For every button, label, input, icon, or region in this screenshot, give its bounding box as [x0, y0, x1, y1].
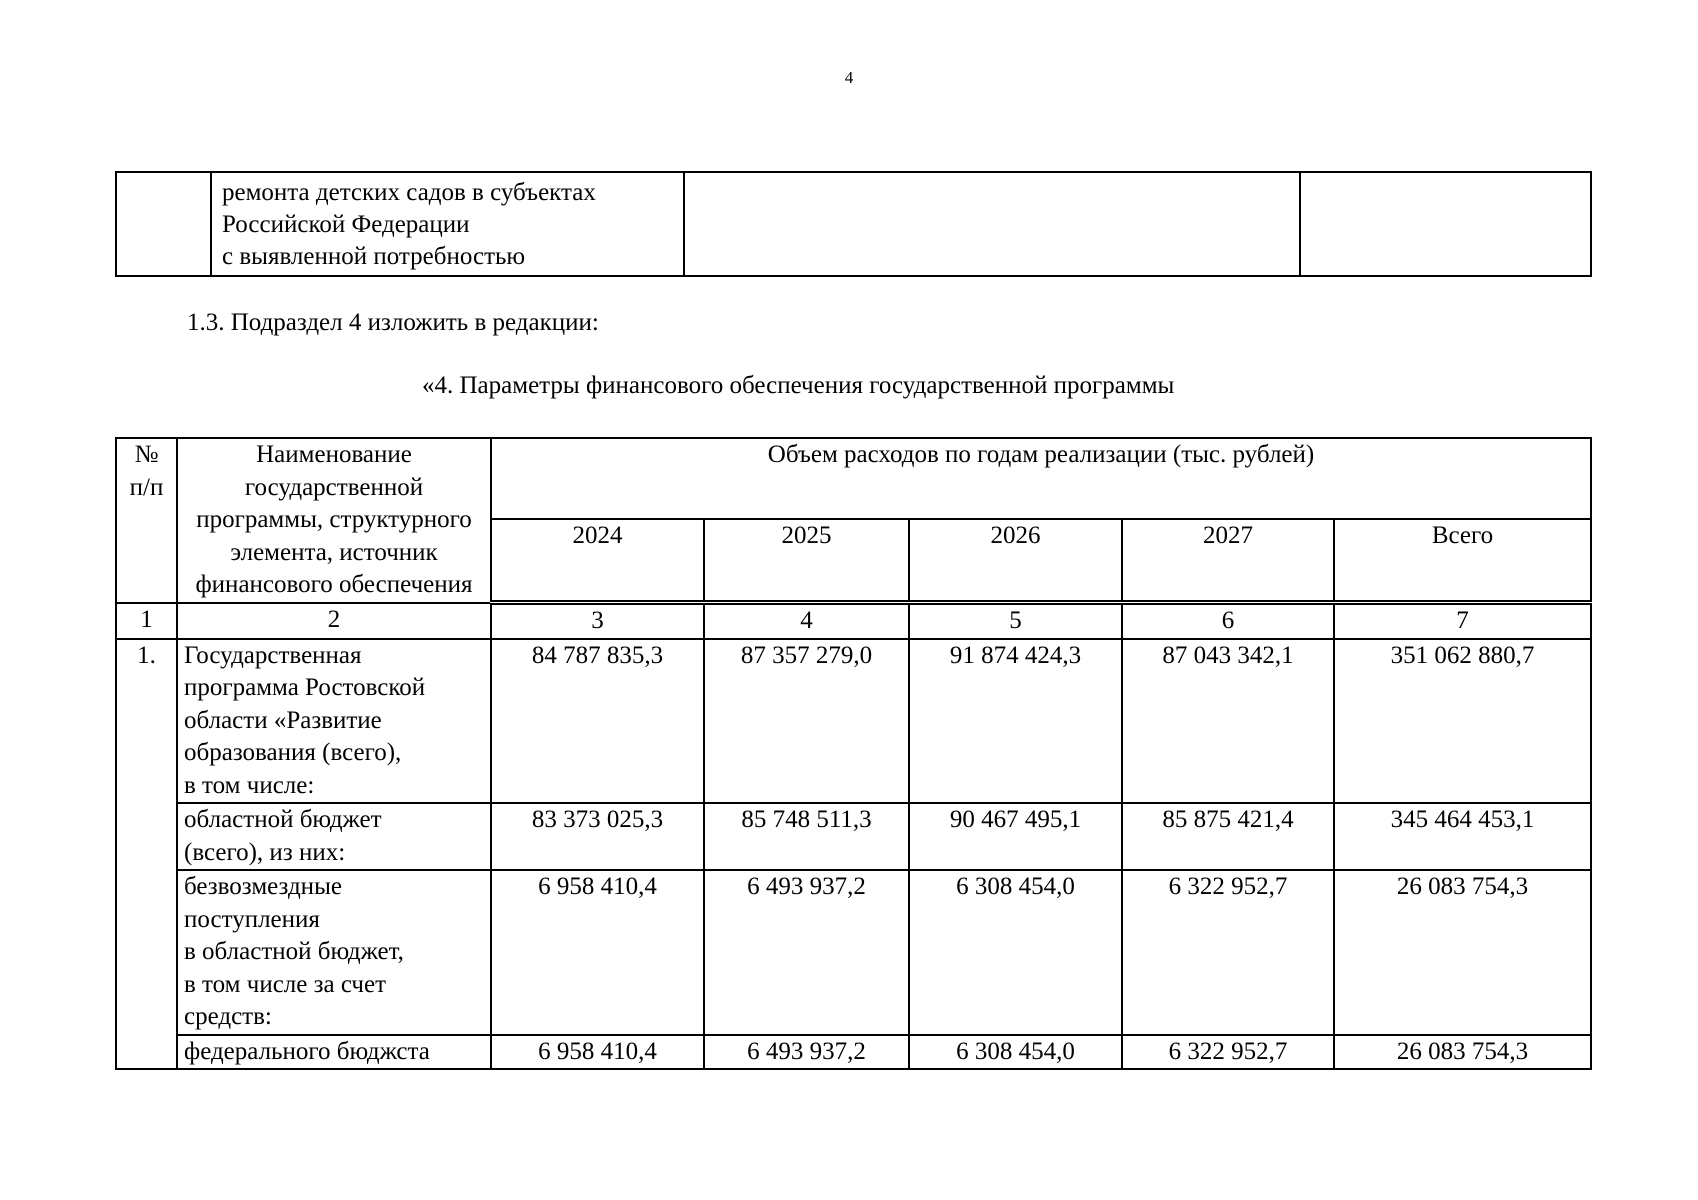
column-number-cell: 1: [116, 603, 177, 639]
column-number-row: [116, 603, 1591, 639]
value-cell: 84 787 835,3: [491, 639, 704, 804]
value-cell: 85 875 421,4: [1122, 803, 1334, 870]
row-name-cell: областной бюджет (всего), из них:: [177, 803, 491, 870]
table-row: [116, 803, 1591, 870]
row-name-cell: Государственная программа Ростовской области «Развитие образования (всего), в том числе:: [177, 639, 491, 804]
header-row: [116, 438, 1591, 519]
table-cell: [684, 172, 1300, 276]
header-cell-year: 2025: [704, 519, 909, 603]
value-cell: 6 493 937,2: [704, 1035, 909, 1070]
value-cell: 6 322 952,7: [1122, 870, 1334, 1035]
page-number: 4: [844, 68, 854, 87]
column-number-cell: 5: [909, 603, 1122, 639]
value-cell: 6 958 410,4: [491, 870, 704, 1035]
row-number-cell: 1.: [116, 639, 177, 1070]
value-cell: 6 493 937,2: [704, 870, 909, 1035]
header-cell-year: 2027: [1122, 519, 1334, 603]
value-cell: 91 874 424,3: [909, 639, 1122, 804]
column-number-cell: 3: [491, 603, 704, 639]
value-cell: 6 308 454,0: [909, 1035, 1122, 1070]
continuation-table: [115, 171, 1592, 277]
column-number-cell: 7: [1334, 603, 1591, 639]
value-cell: 6 958 410,4: [491, 1035, 704, 1070]
value-cell: 87 357 279,0: [704, 639, 909, 804]
value-cell: 26 083 754,3: [1334, 1035, 1591, 1070]
column-number-cell: 2: [177, 603, 491, 639]
value-cell: 345 464 453,1: [1334, 803, 1591, 870]
row-name-cell: безвозмездные поступления в областной бюджет, в том числе за счет средств:: [177, 870, 491, 1035]
header-cell-year: 2026: [909, 519, 1122, 603]
column-number-cell: 4: [704, 603, 909, 639]
table-cell: [1300, 172, 1591, 276]
value-cell: 26 083 754,3: [1334, 870, 1591, 1035]
value-cell: 6 322 952,7: [1122, 1035, 1334, 1070]
finance-table: [115, 437, 1592, 1070]
header-cell-group: Объем расходов по годам реализации (тыс. рублей): [491, 438, 1591, 519]
value-cell: 85 748 511,3: [704, 803, 909, 870]
value-cell: 83 373 025,3: [491, 803, 704, 870]
header-cell-year: 2024: [491, 519, 704, 603]
header-cell-name: Наименование государственной программы, структурного элемента, источник финансового обеспечения: [177, 438, 491, 603]
table-cell: ремонта детских садов в субъектах Российской Федерации с выявленной потребностью: [211, 172, 684, 276]
row-name-cell: федерального бюджста: [177, 1035, 491, 1070]
table-row: [116, 639, 1591, 804]
value-cell: 90 467 495,1: [909, 803, 1122, 870]
table-row: [116, 172, 1591, 276]
table-cell: [116, 172, 211, 276]
column-number-cell: 6: [1122, 603, 1334, 639]
value-cell: 351 062 880,7: [1334, 639, 1591, 804]
header-cell-total: Всего: [1334, 519, 1591, 603]
value-cell: 87 043 342,1: [1122, 639, 1334, 804]
table-row: [116, 1035, 1591, 1070]
value-cell: 6 308 454,0: [909, 870, 1122, 1035]
instruction-text: 1.3. Подраздел 4 изложить в редакции:: [187, 309, 599, 336]
header-cell-num: № п/п: [116, 438, 177, 603]
section-title: «4. Параметры финансового обеспечения государственной программы: [422, 372, 1175, 399]
table-row: [116, 870, 1591, 1035]
